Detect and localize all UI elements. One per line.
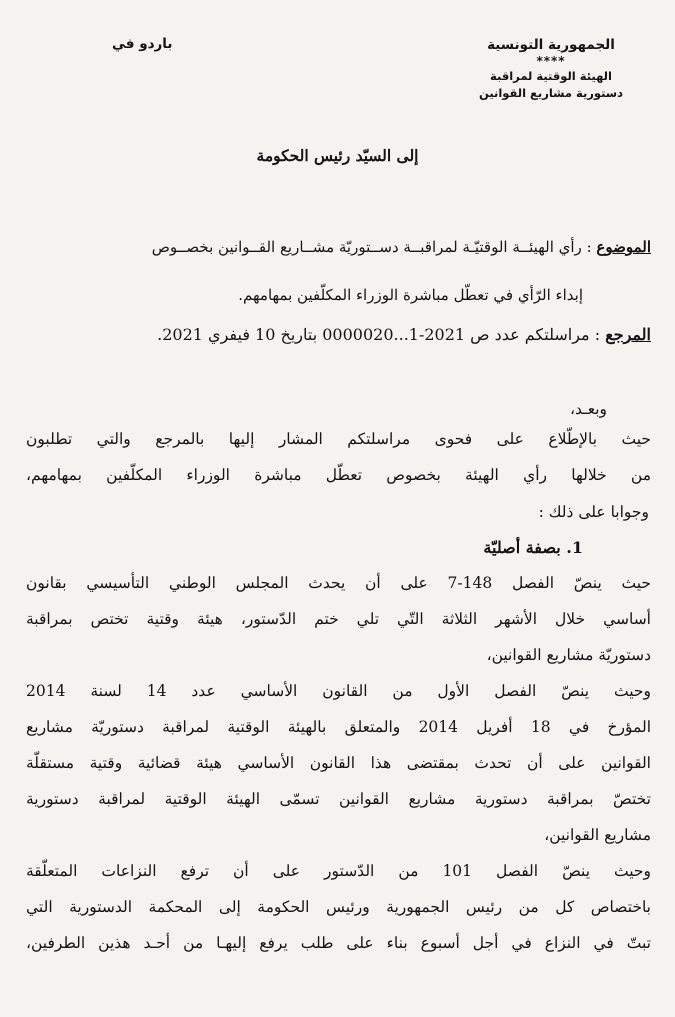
paragraph3-line4: تختصّ بمراقبة دستورية مشاريع القوانين تسمّى الهيئة الوقتية لمراقبة دستورية: [26, 790, 651, 808]
republic-name: الجمهورية التونسية: [487, 37, 615, 53]
subject-label: الموضوع: [596, 238, 651, 256]
paragraph4-line2: باختصاص كل من رئيس الجمهورية ورئيس الحكومة إلى المحكمة الدستورية التي: [26, 898, 651, 916]
addressee-title: إلى السيّد رئيس الحكومة: [256, 146, 419, 165]
paragraph1-line3: وجوابا على ذلك :: [538, 503, 649, 521]
subject-line2: إبداء الرّأي في تعطّل مباشرة الوزراء المكلّفين بمهامهم.: [238, 286, 583, 304]
place-date: باردو في: [112, 36, 173, 52]
subject-line1: [152, 238, 651, 256]
reference-line: [157, 325, 651, 344]
reference-text: مراسلتكم عدد ص 2021-1...0000020 بتاريخ 10 فيفري 2021.: [157, 325, 590, 344]
authority-line2: دستورية مشاريع القوانين: [478, 86, 624, 100]
reference-label: المرجع: [605, 325, 651, 344]
paragraph3-line2: المؤرخ في 18 أفريل 2014 والمتعلق بالهيئة الوقتية لمراقبة دستوريّة مشاريع: [26, 718, 651, 736]
greeting: وبعـد،: [570, 400, 607, 418]
paragraph1-line1: حيث بالإطّلاع على فحوى مراسلتكم المشار إليها بالمرجع والتي تطلبون: [26, 430, 651, 448]
subject-colon: :: [581, 238, 597, 256]
paragraph2-line3: دستوريّة مشاريع القوانين،: [486, 646, 651, 664]
header-authority-block: [451, 36, 651, 102]
paragraph3-line5: مشاريع القوانين،: [544, 826, 651, 844]
paragraph3-line3: القوانين على أن تحدث بمقتضى هذا القانون الأساسي هيئة قضائية وقتية مستقلّة: [26, 754, 651, 772]
paragraph3-line1: وحيث ينصّ الفصل الأول من القانون الأساسي عدد 14 لسنة 2014: [26, 682, 651, 700]
paragraph2-line2: أساسي خلال الأشهر الثلاثة التّي تلي ختم الدّستور، هيئة وقتية تختص بمراقبة: [26, 610, 651, 628]
section1-heading: 1. بصفة أصليّة: [483, 538, 583, 557]
subject-text1: رأي الهيئــة الوقتيّـة لمراقبــة دســتوريّة مشــاريع القــوانين بخصــوص: [151, 238, 582, 256]
paragraph2-line1: حيث ينصّ الفصل 148-7 على أن يحدث المجلس الوطني التأسيسي بقانون: [26, 574, 651, 592]
paragraph4-line3: تبتّ في النزاع في أجل أسبوع بناء على طلب يرفع إليهـا من أحـد هذين الطرفين،: [26, 934, 651, 952]
paragraph4-line1: وحيث ينصّ الفصل 101 من الدّستور على أن ترفع النزاعات المتعلّقة: [26, 862, 651, 880]
paragraph1-line2: من خلالها رأي الهيئة بخصوص تعطّل مباشرة الوزراء المكلّفين بمهامهم،: [26, 466, 651, 484]
authority-line1: الهيئة الوقتية لمراقبة: [490, 69, 612, 83]
header-stars: ****: [536, 54, 566, 68]
reference-colon: :: [589, 325, 606, 344]
